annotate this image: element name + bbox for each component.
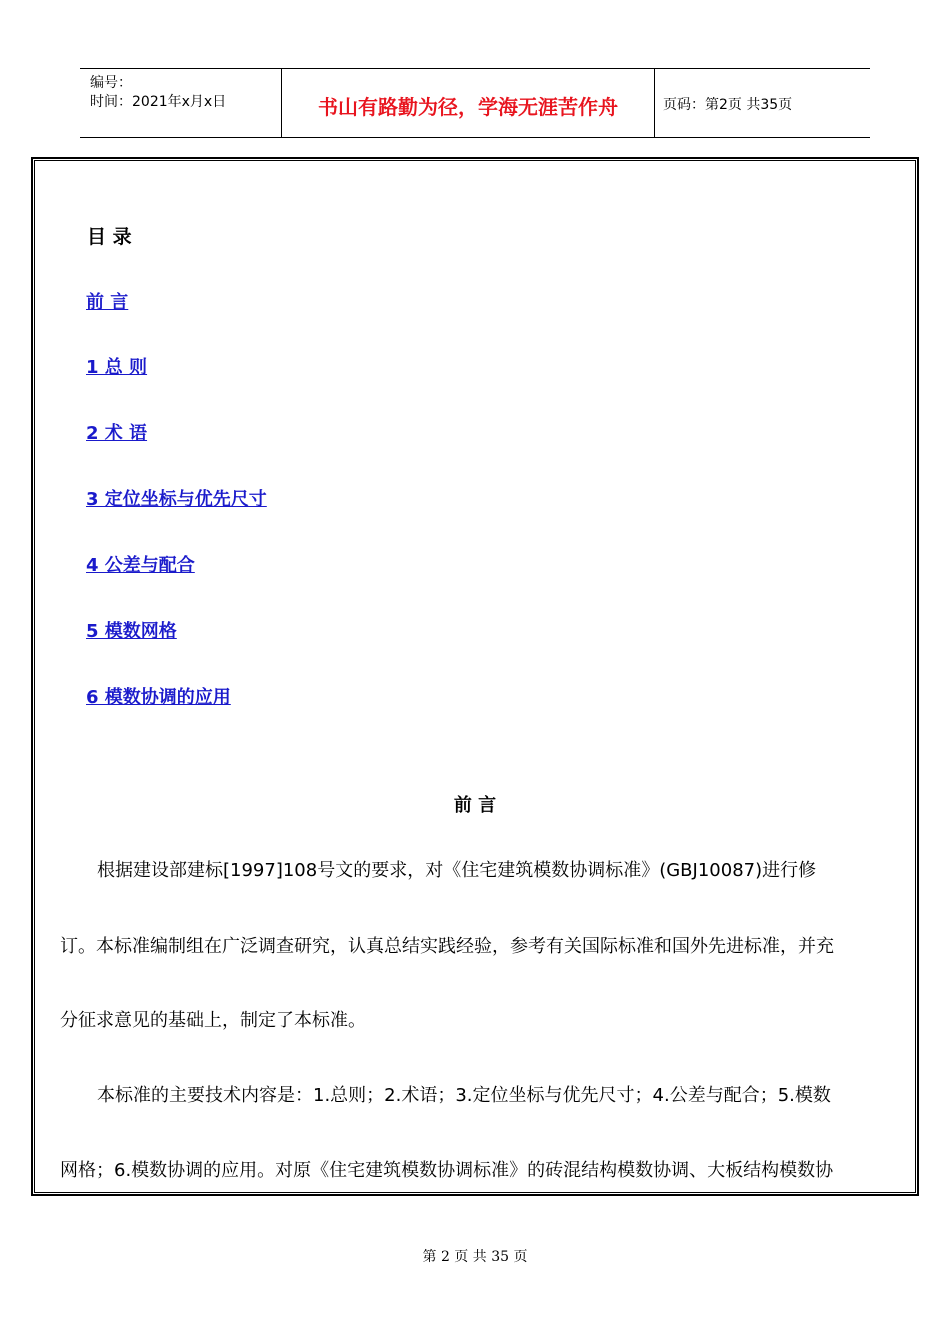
toc-link-general[interactable]: 1 总 则 <box>86 357 148 378</box>
toc-link-coordinates[interactable]: 3 定位坐标与优先尺寸 <box>86 489 267 510</box>
preface-line: 订。本标准编制组在广泛调查研究，认真总结实践经验，参考有关国际标准和国外先进标准，并充 <box>60 936 834 957</box>
header-page-info: 页码：第2页 共35页 <box>663 97 793 113</box>
toc-link-modular-grid[interactable]: 5 模数网格 <box>86 621 177 642</box>
content-frame <box>31 157 919 1196</box>
time-label: 时间：2021年x月x日 <box>90 94 227 110</box>
preface-line: 本标准的主要技术内容是：1.总则；2.术语；3.定位坐标与优先尺寸；4.公差与配合；5.模数 <box>97 1085 831 1106</box>
toc-title: 目 录 <box>87 226 132 248</box>
toc-link-tolerance[interactable]: 4 公差与配合 <box>86 555 195 576</box>
toc-link-application[interactable]: 6 模数协调的应用 <box>86 687 231 708</box>
header-page-cell <box>655 69 870 137</box>
header-motto-cell <box>282 69 655 137</box>
toc-link-terms[interactable]: 2 术 语 <box>86 423 148 444</box>
preface-title: 前 言 <box>453 795 497 816</box>
preface-line: 分征求意见的基础上，制定了本标准。 <box>60 1010 366 1031</box>
document-header <box>80 68 870 138</box>
toc-link-preface[interactable]: 前 言 <box>86 292 129 313</box>
motto-text: 书山有路勤为径，学海无涯苦作舟 <box>318 95 618 119</box>
page-footer: 第 2 页 共 35 页 <box>422 1249 528 1265</box>
number-label: 编号： <box>90 75 132 91</box>
preface-line: 网格；6.模数协调的应用。对原《住宅建筑模数协调标准》的砖混结构模数协调、大板结构模数协 <box>60 1160 834 1181</box>
preface-line: 根据建设部建标[1997]108号文的要求，对《住宅建筑模数协调标准》(GBJ10087)进行修 <box>97 860 817 881</box>
header-meta-cell <box>80 69 282 137</box>
